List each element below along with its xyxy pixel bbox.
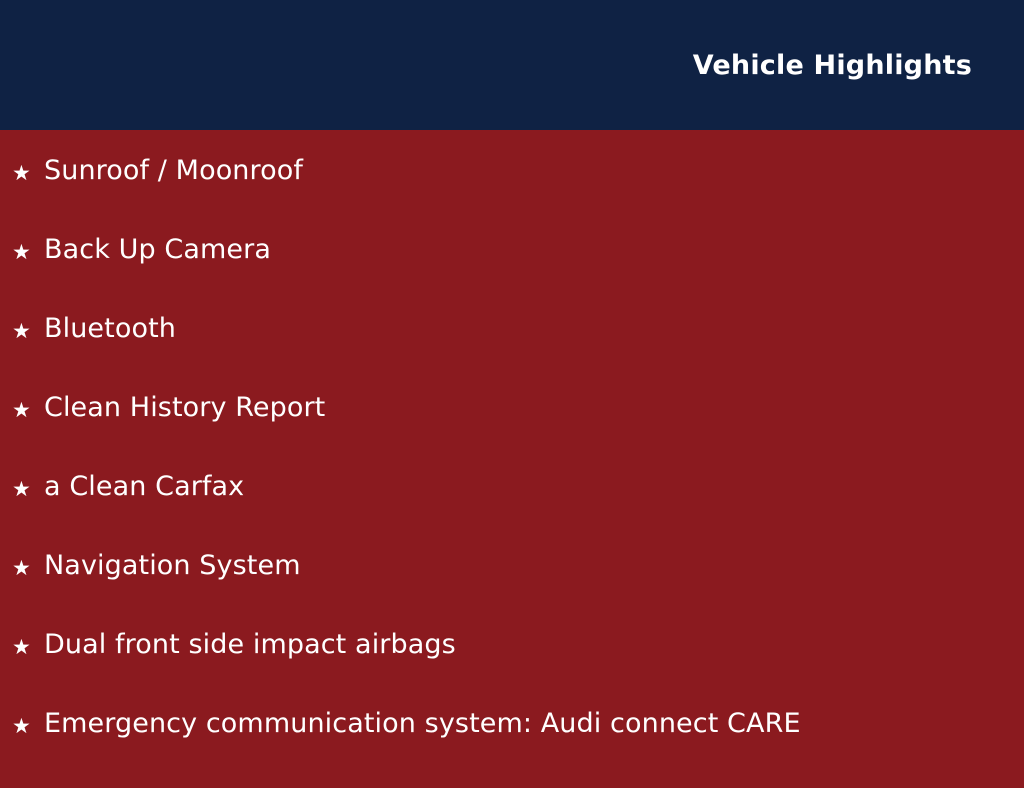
page-title: Vehicle Highlights [692, 49, 972, 81]
highlights-panel [0, 130, 1024, 768]
list-item [0, 393, 1024, 472]
list-item [0, 156, 1024, 235]
list-item [0, 551, 1024, 630]
slide-header [0, 0, 1024, 130]
list-item [0, 709, 1024, 788]
list-item [0, 472, 1024, 551]
star-icon: ★ [12, 319, 31, 343]
star-icon: ★ [12, 161, 31, 185]
star-icon: ★ [12, 477, 31, 501]
list-item-label: Navigation System [44, 550, 301, 581]
star-icon: ★ [12, 240, 31, 264]
star-icon: ★ [12, 635, 31, 659]
list-item [0, 235, 1024, 314]
list-item [0, 314, 1024, 393]
list-item-label: Clean History Report [44, 392, 326, 423]
list-item-label: a Clean Carfax [44, 471, 245, 502]
list-item-label: Emergency communication system: Audi connect CARE [44, 708, 801, 739]
highlights-list [0, 156, 1024, 788]
star-icon: ★ [12, 556, 31, 580]
list-item-label: Back Up Camera [44, 234, 271, 265]
star-icon: ★ [12, 398, 31, 422]
list-item-label: Bluetooth [44, 313, 176, 344]
list-item-label: Dual front side impact airbags [44, 629, 456, 660]
list-item-label: Sunroof / Moonroof [44, 155, 303, 186]
star-icon: ★ [12, 714, 31, 738]
list-item [0, 630, 1024, 709]
